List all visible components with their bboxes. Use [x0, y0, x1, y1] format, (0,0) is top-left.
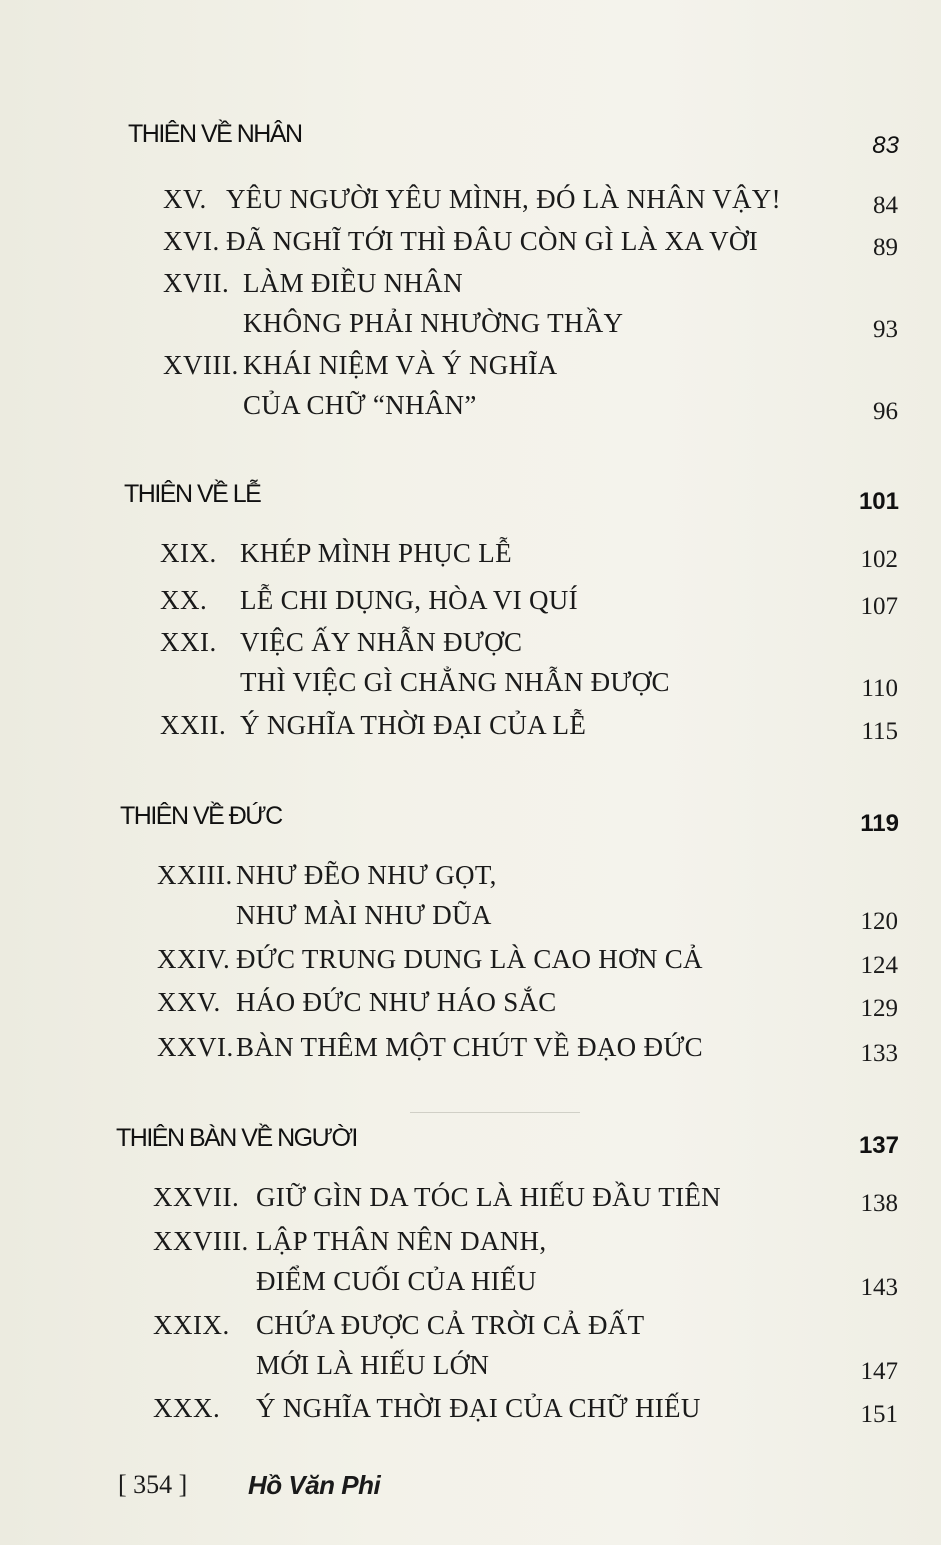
entry-title: LỄ CHI DỤNG, HÒA VI QUÍ: [240, 585, 578, 615]
entry-page-number: 124: [860, 952, 898, 979]
section-page-number: 119: [860, 810, 899, 837]
entry-page-number: 151: [860, 1401, 898, 1428]
divider: [410, 1112, 580, 1113]
entry-page-number: 133: [860, 1040, 898, 1067]
entry-page-number: 102: [860, 546, 898, 573]
entry-number: XXX.: [153, 1393, 221, 1423]
entry-page-number: 129: [860, 995, 898, 1022]
entry-number: XXVII.: [153, 1182, 240, 1212]
entry-title-line: CỦA CHỮ “NHÂN”: [243, 390, 477, 420]
entry-number: XXIV.: [157, 944, 231, 974]
entry-number: XXVI.: [157, 1032, 234, 1062]
section-heading: [0, 478, 941, 518]
entry-title-line: THÌ VIỆC GÌ CHẲNG NHẪN ĐƯỢC: [240, 667, 670, 697]
footer-author: Hồ Văn Phi: [248, 1470, 381, 1500]
entry-title: KHÉP MÌNH PHỤC LỄ: [240, 538, 512, 568]
entry-number: XXIII.: [157, 860, 233, 890]
entry-title-line: MỚI LÀ HIẾU LỚN: [256, 1350, 490, 1380]
entry-title-line: NHƯ MÀI NHƯ DŨA: [236, 900, 492, 930]
entry-title: Ý NGHĨA THỜI ĐẠI CỦA LỄ: [240, 710, 587, 740]
entry-number: XVI.: [163, 226, 220, 256]
entry-title-line: KHÔNG PHẢI NHƯỜNG THẦY: [243, 308, 624, 338]
entry-title-line: LÀM ĐIỀU NHÂN: [243, 268, 463, 298]
entry-title: HÁO ĐỨC NHƯ HÁO SẮC: [236, 987, 557, 1017]
entry-number: XXVIII.: [153, 1226, 249, 1256]
section-heading: [0, 1122, 941, 1162]
entry-number: XXV.: [157, 987, 221, 1017]
entry-number: XVII.: [163, 268, 230, 298]
entry-title-line: ĐIỂM CUỐI CỦA HIẾU: [256, 1266, 537, 1296]
entry-title-line: KHÁI NIỆM VÀ Ý NGHĨA: [243, 350, 558, 380]
entry-title-line: LẬP THÂN NÊN DANH,: [256, 1226, 547, 1256]
entry-page-number: 93: [873, 316, 898, 343]
section-title: THIÊN VỀ LỄ: [124, 480, 261, 508]
section-page-number: 137: [858, 1132, 899, 1159]
section-page-number: 83: [872, 132, 899, 159]
entry-title: YÊU NGƯỜI YÊU MÌNH, ĐÓ LÀ NHÂN VẬY!: [226, 184, 781, 214]
entry-page-number: 110: [861, 675, 898, 702]
entry-number: XXII.: [160, 710, 227, 740]
entry-title: Ý NGHĨA THỜI ĐẠI CỦA CHỮ HIẾU: [256, 1393, 701, 1423]
entry-number: XXIX.: [153, 1310, 230, 1340]
entry-page-number: 107: [860, 593, 898, 620]
entry-number: XIX.: [160, 538, 217, 568]
entry-page-number: 84: [873, 192, 898, 219]
section-title: THIÊN VỀ NHÂN: [128, 120, 302, 148]
entry-title-line: NHƯ ĐẼO NHƯ GỌT,: [236, 860, 497, 890]
entry-number: XXI.: [160, 627, 217, 657]
entry-page-number: 147: [860, 1358, 898, 1385]
entry-title: BÀN THÊM MỘT CHÚT VỀ ĐẠO ĐỨC: [236, 1032, 703, 1062]
section-heading: [0, 800, 941, 840]
entry-page-number: 115: [861, 718, 898, 745]
section-title: THIÊN BÀN VỀ NGƯỜI: [116, 1124, 357, 1152]
entry-title: ĐỨC TRUNG DUNG LÀ CAO HƠN CẢ: [236, 944, 703, 974]
entry-title-line: VIỆC ẤY NHẪN ĐƯỢC: [240, 627, 523, 657]
entry-title: GIỮ GÌN DA TÓC LÀ HIẾU ĐẦU TIÊN: [256, 1182, 721, 1212]
entry-number: XX.: [160, 585, 208, 615]
footer-page-number: [ 354 ]: [118, 1470, 188, 1499]
entry-title-line: CHỨA ĐƯỢC CẢ TRỜI CẢ ĐẤT: [256, 1310, 645, 1340]
section-page-number: 101: [858, 488, 899, 515]
entry-page-number: 120: [860, 908, 898, 935]
entry-page-number: 143: [860, 1274, 898, 1301]
entry-title: ĐÃ NGHĨ TỚI THÌ ĐÂU CÒN GÌ LÀ XA VỜI: [226, 226, 759, 256]
entry-page-number: 96: [873, 398, 898, 425]
entry-number: XVIII.: [163, 350, 239, 380]
section-heading: [0, 118, 941, 158]
entry-number: XV.: [163, 184, 207, 214]
entry-page-number: 89: [873, 234, 898, 261]
entry-page-number: 138: [860, 1190, 898, 1217]
section-title: THIÊN VỀ ĐỨC: [120, 802, 282, 830]
